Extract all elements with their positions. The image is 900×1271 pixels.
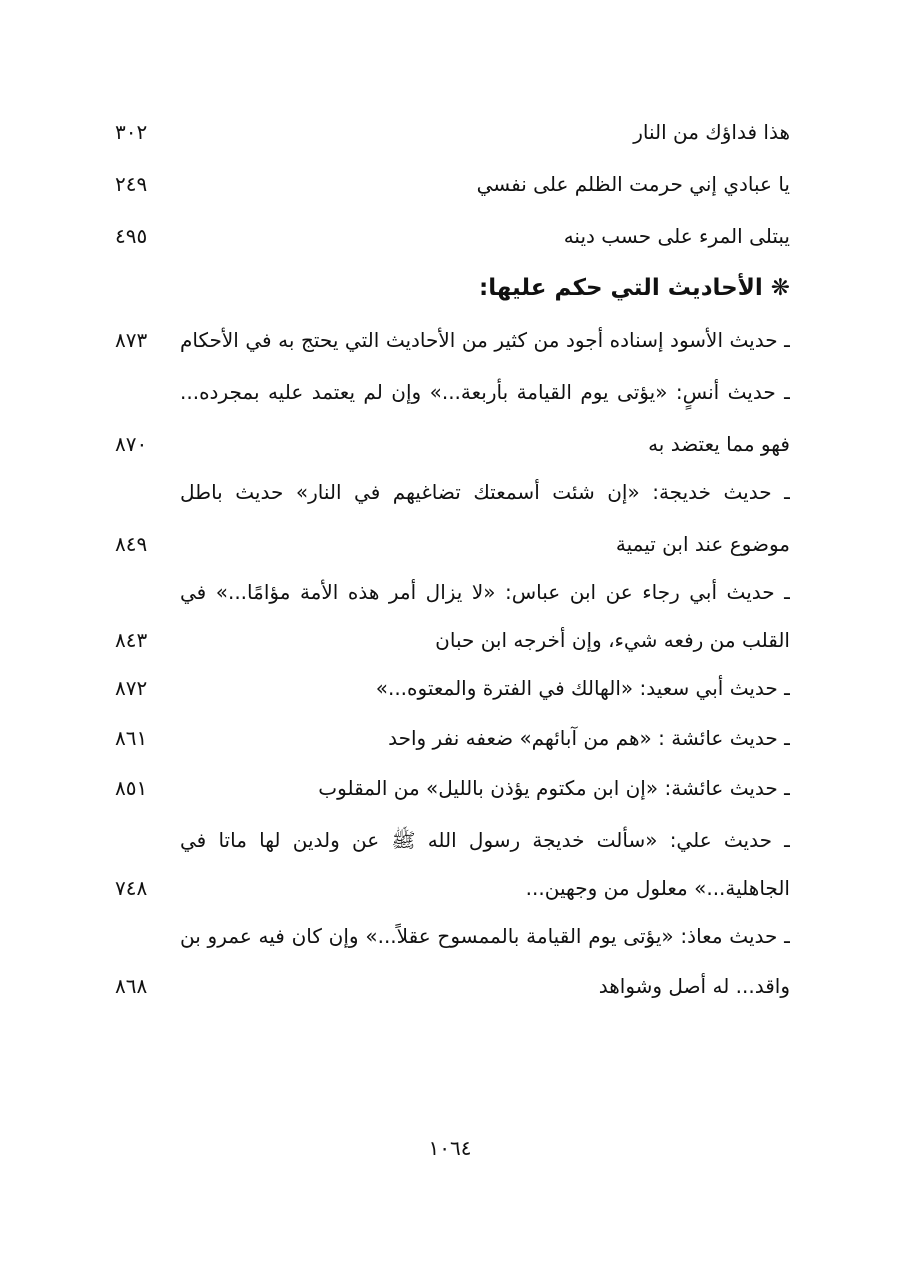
index-entry — [100, 210, 790, 262]
line-page-number: ٨٦٨ — [115, 974, 148, 998]
index-line — [100, 910, 790, 962]
line-page-number: ٨٦١ — [115, 726, 148, 750]
index-line — [100, 762, 790, 814]
index-line — [100, 712, 790, 764]
line-text: واقد... له أصل وشواهد — [598, 974, 790, 998]
index-line — [100, 862, 790, 914]
index-line — [100, 518, 790, 570]
index-line — [100, 466, 790, 518]
line-text: ـ حديث أنسٍ: «يؤتى يوم القيامة بأربعة...» وإن لم يعتمد عليه بمجرده... — [180, 380, 790, 404]
line-text: القلب من رفعه شيء، وإن أخرجه ابن حبان — [435, 628, 790, 652]
entry-text: يا عبادي إني حرمت الظلم على نفسي — [476, 172, 790, 196]
index-line — [100, 566, 790, 618]
index-line — [100, 662, 790, 714]
line-page-number: ٨٧٢ — [115, 676, 148, 700]
line-page-number: ٨٧٠ — [115, 432, 148, 456]
index-line — [100, 366, 790, 418]
entry-page-number: ٣٠٢ — [115, 120, 148, 144]
index-entry — [100, 158, 790, 210]
index-line — [100, 614, 790, 666]
line-page-number: ٨٤٩ — [115, 532, 148, 556]
entry-page-number: ٢٤٩ — [115, 172, 148, 196]
entry-text: هذا فداؤك من النار — [633, 120, 790, 144]
line-text: ـ حديث علي: «سألت خديجة رسول الله ﷺ عن ولدين لها ماتا في — [180, 828, 790, 852]
line-page-number: ٨٥١ — [115, 776, 148, 800]
page-number: ١٠٦٤ — [428, 1136, 472, 1160]
index-line — [100, 314, 790, 366]
line-page-number: ٧٤٨ — [115, 876, 148, 900]
line-text: الجاهلية...» معلول من وجهين... — [525, 876, 790, 900]
line-page-number: ٨٧٣ — [115, 328, 148, 352]
index-line — [100, 814, 790, 866]
entry-text: يبتلى المرء على حسب دينه — [563, 224, 790, 248]
line-text: ـ حديث معاذ: «يؤتى يوم القيامة بالممسوح عقلاً...» وإن كان فيه عمرو بن — [180, 924, 790, 948]
index-line — [100, 418, 790, 470]
line-text: ـ حديث عائشة: «إن ابن مكتوم يؤذن بالليل» من المقلوب — [318, 776, 790, 800]
index-line — [100, 960, 790, 1012]
line-text: ـ حديث الأسود إسناده أجود من كثير من الأحاديث التي يحتج به في الأحكام — [180, 328, 790, 352]
section-heading: ❋ الأحاديث التي حكم عليها: — [479, 275, 790, 301]
line-text: موضوع عند ابن تيمية — [615, 532, 790, 556]
line-text: ـ حديث أبي سعيد: «الهالك في الفترة والمعتوه...» — [375, 676, 790, 700]
line-text: ـ حديث خديجة: «إن شئت أسمعتك تضاغيهم في النار» حديث باطل — [180, 480, 790, 504]
line-text: ـ حديث أبي رجاء عن ابن عباس: «لا يزال أمر هذه الأمة مؤامًا...» في — [180, 580, 790, 604]
line-text: ـ حديث عائشة : «هم من آبائهم» ضعفه نفر واحد — [388, 726, 790, 750]
line-text: فهو مما يعتضد به — [648, 432, 790, 456]
line-page-number: ٨٤٣ — [115, 628, 148, 652]
index-entry — [100, 106, 790, 158]
entry-page-number: ٤٩٥ — [115, 224, 148, 248]
